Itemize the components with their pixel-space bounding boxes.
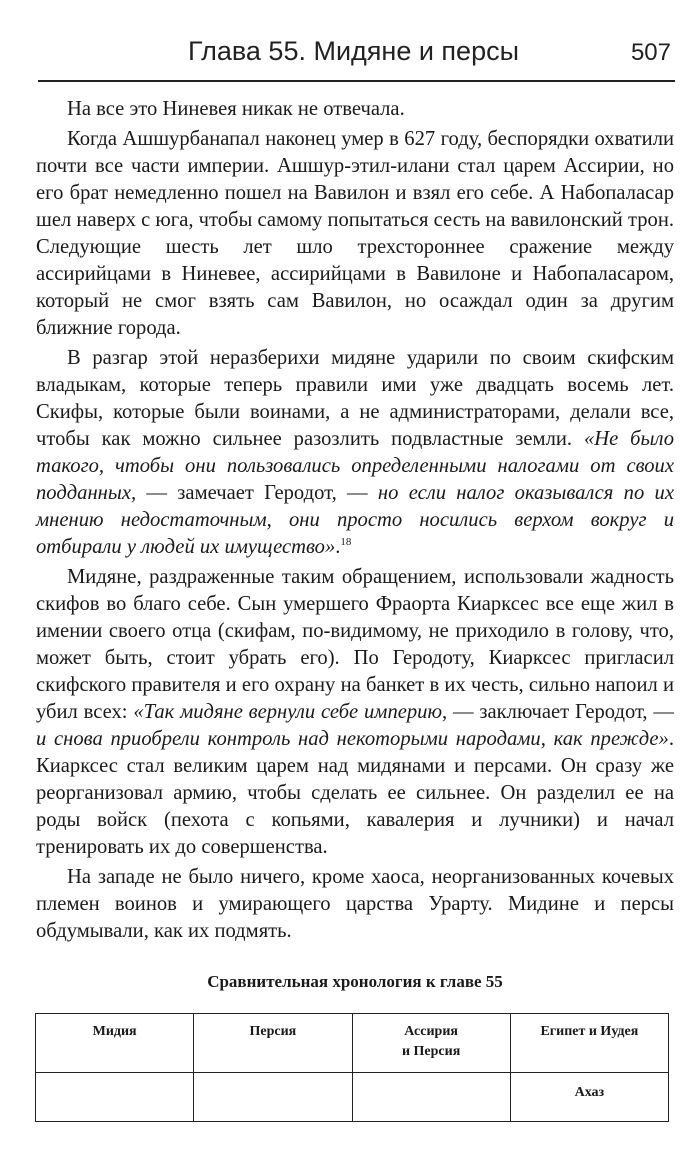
quote-text: но если налог оказывался по их мнению недостаточным, они просто носились верхом вокруг и отбирали у людей их имущество» (36, 482, 674, 558)
chapter-title: Глава 55. Мидяне и персы (188, 36, 519, 66)
column-header-egypt-judea: Египет и Иудея (510, 1014, 668, 1073)
table-row (36, 1073, 669, 1122)
text-run: В разгар этой неразберихи мидяне ударили по своим скифским владыкам, которые теперь правили ими уже двадцать восемь лет. Скифы, которые были воинами, а не администраторами, делали все, чтобы как можно сильнее разозлить подвластные земли. (36, 347, 674, 450)
text-run: . Киарксес стал великим царем над мидянами и персами. Он сразу же реорганизовал армию, чтобы сделать ее сильнее. Он разделил ее на роды войск (пехота с копьями, кавалерия и лучники) и начал тренировать их до совершенства. (36, 728, 674, 858)
paragraph (36, 96, 674, 123)
table-caption: Сравнительная хронология к главе 55 (207, 972, 503, 991)
column-header-media: Мидия (36, 1014, 194, 1073)
page-number: 507 (630, 39, 671, 66)
paragraph (36, 126, 674, 342)
paragraph (36, 564, 674, 861)
column-header-persia: Персия (194, 1014, 352, 1073)
text-run: . (335, 536, 341, 558)
text-run: На западе не было ничего, кроме хаоса, неорганизованных кочевых племен воинов и умирающего царства Урарту. Мидине и персы обдумывали, как их подмять. (36, 866, 674, 942)
body-text (36, 96, 674, 945)
table-cell (36, 1073, 194, 1122)
quote-text: «Так мидяне вернули себе империю, (133, 701, 448, 723)
text-run: — замечает Геродот, — (136, 482, 378, 504)
column-header-assyria-persia: Ассирия и Персия (352, 1014, 510, 1073)
table-cell: Ахаз (510, 1073, 668, 1122)
text-run: На все это Ниневея никак не отвечала. (67, 98, 405, 120)
footnote-ref: 18 (340, 536, 352, 549)
paragraph (36, 345, 674, 561)
quote-text: и снова приобрели контроль над некоторыми народами, как прежде» (36, 728, 669, 750)
text-run: Мидяне, раздраженные таким обращением, использовали жадность скифов во благо себе. Сын умершего Фраорта Киарксес все еще жил в имении своего отца (скифам, по-видимому, не приходило в голову, что, может быть, стоит убрать его). По Геродоту, Киарксес пригласил скифского правителя и его охрану на банкет в их честь, сильно напоил и убил всех: (36, 566, 674, 723)
table-cell (352, 1073, 510, 1122)
table-header-row (36, 1014, 669, 1073)
text-run: Когда Ашшурбанапал наконец умер в 627 году, беспорядки охватили почти все части империи. Ашшур-этил-илани стал царем Ассирии, но его брат немедленно пошел на Вавилон и взял его себе. А Набопаласар шел наверх с юга, чтобы самому попытаться сесть на вавилонский трон. Следующие шесть лет шло трехстороннее сражение между ассирийцами в Ниневее, ассирийцами в Вавилоне и Набопаласаром, который не смог взять сам Вавилон, но осаждал один за другим ближние города. (36, 128, 674, 339)
chronology-table (35, 1013, 669, 1122)
page-header (38, 30, 675, 82)
table-cell (194, 1073, 352, 1122)
paragraph (36, 864, 674, 945)
quote-text: «Не было такого, чтобы они пользовались определенными налогами от своих подданных, (36, 428, 674, 504)
text-run: — заключает Геродот, — (447, 701, 674, 723)
